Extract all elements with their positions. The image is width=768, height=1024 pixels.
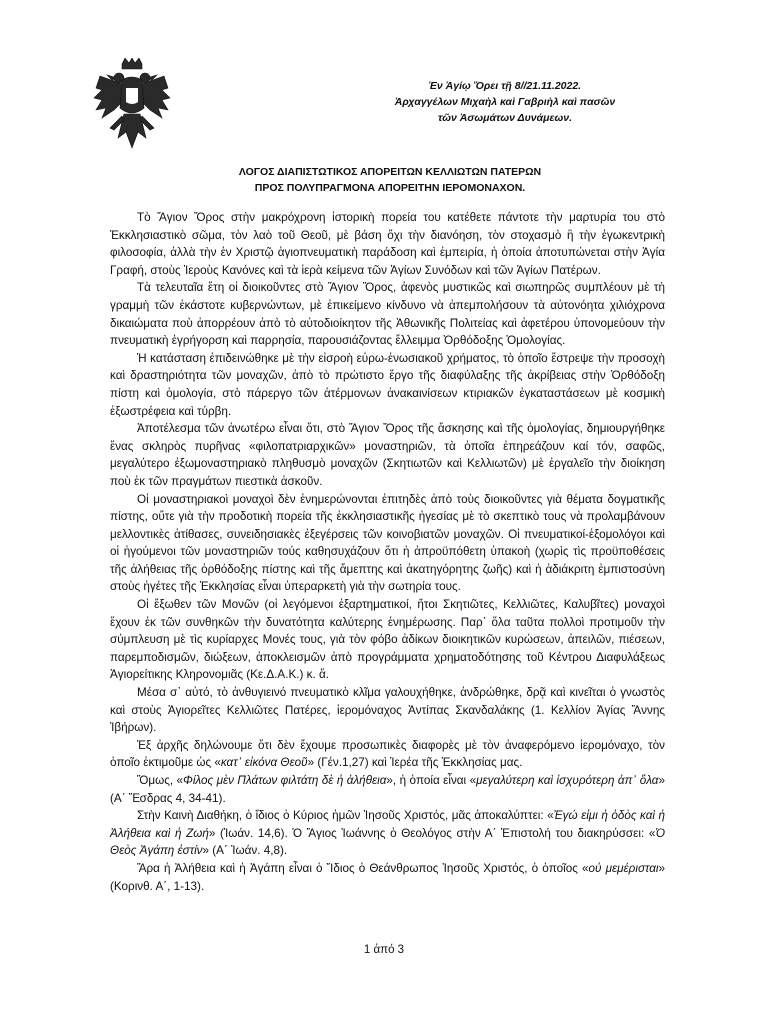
paragraph-8-text-c: » (Γέν.1,27) καὶ Ἱερέα τῆς Ἐκκλησίας μας.	[307, 756, 523, 770]
paragraph-7: Μέσα σ᾽ αὐτό, τὸ ἀνθυγιεινό πνευματικὸ κλῖμα γαλουχήθηκε, ἀνδρώθηκε, δρᾷ καὶ κινεῖται ὁ γνωστὸς καὶ στοὺς Ἁγιορεῖτες Κελλιῶτες Πατέρες, ἱερομόναχος Ἀντίπας Σκανδαλάκης (1. Κελλίον Ἁγίας Ἄννης Ἰβήρων).	[110, 686, 665, 735]
paragraph-11	[110, 860, 665, 895]
document-title	[220, 164, 560, 196]
paragraph-8	[110, 737, 665, 772]
place-date-line-3: τῶν Ἀσωμάτων Δυνάμεων.	[437, 112, 573, 124]
paragraph-4: Ἀποτέλεσμα τῶν ἀνωτέρω εἶναι ὅτι, στὸ Ἅγιον Ὄρος τῆς ἄσκησης καὶ τῆς ὁμολογίας, δημιουργήθηκε ἕνας σκληρὸς πυρῆνας «φιλοπατριαρχικῶν» μοναστηριῶν, τὰ ὁποῖα ἐπηρεάζουν καί τόν, σαφῶς, μεγαλύτερο ἐξωμοναστηριακὸ πληθυσμὸ μοναχῶν (Σκητιωτῶν καὶ Κελλιωτῶν) μὲ ἐργαλεῖο τὴν διοίκηση ποὺ ἐκ τῶν πραγμάτων πιεστικὰ ἀσκοῦν.	[110, 422, 665, 488]
document-body	[110, 209, 665, 895]
place-date-block	[360, 78, 650, 126]
paragraph-1: Τὸ Ἅγιον Ὄρος στὴν μακρόχρονη ἱστορικὴ πορεία του κατέθετε πάντοτε τὴν μαρτυρία του στὸ Ἐκκλησιαστικὸ σῶμα, τὸν λαὸ τοῦ Θεοῦ, μὲ βάση ὄχι τὴν διανόηση, τὸν στοχασμὸ ἢ τὴν ἐγωκεντρικὴ φιλοσοφία, ἀλλὰ τὴν ἐν Χριστῷ ἁγιοπνευματικὴ παράδοση καὶ ἐμπειρία, ἡ ὁποία ἀποτυπώνεται στὴν Ἁγία Γραφή, στοὺς Ἱεροὺς Κανόνες καὶ τὰ ἱερὰ κείμενα τῶν Ἁγίων Συνόδων καὶ τῶν Ἁγίων Πατέρων.	[110, 211, 665, 277]
title-line-2: ΠΡΟΣ ΠΟΛΥΠΡΑΓΜΟΝΑ ΑΠΟΡΕΙΤΗΝ ΙΕΡΟΜΟΝΑΧΟΝ.	[254, 182, 526, 194]
place-date-line-2: Ἀρχαγγέλων Μιχαὴλ καὶ Γαβριὴλ καὶ πασῶν	[394, 96, 616, 108]
paragraph-6: Οἱ ἔξωθεν τῶν Μονῶν (οἱ λεγόμενοι ἐξαρτηματικοί, ἤτοι Σκητιῶτες, Κελλιῶτες, Καλυβῖτες) μοναχοὶ ἔχουν ἐκ τῶν συνθηκῶν τὴν δυνατότητα καλύτερης ἐνημέρωσης. Παρ᾽ ὅλα ταῦτα πολλοὶ προτιμοῦν τὴν σύμπλευση μὲ τὶς κυρίαρχες Μονές τους, γιὰ τὸν φόβο ἀδίκων διοικητικῶν κυρώσεων, ἀπειλῶν, πιέσεων, παρεμποδισμῶν, διώξεων, ἀποκλεισμῶν ἀπὸ προγράμματα χρηματοδότησης τοῦ Κέντρου Διαφυλάξεως Ἁγιορείτικης Κληρονομιᾶς (Κε.Δ.Α.Κ.) κ. ἄ.	[110, 598, 665, 682]
paragraph-11-text-c: » (Κορινθ. Α΄, 1-13).	[110, 861, 666, 893]
paragraph-9	[110, 772, 665, 807]
paragraph-10-text-e: » (Α΄ Ἰωάν. 4,8).	[202, 844, 288, 858]
paragraph-9-text-a: Ὅμως, «	[137, 774, 184, 787]
paragraph-9-quote-2: μεγαλύτερη καὶ ἰσχυρότερη ἀπ᾽ ὅλα	[476, 774, 659, 787]
paragraph-5: Οἱ μοναστηριακοὶ μοναχοὶ δὲν ἐνημερώνονται ἐπιτηδὲς ἀπὸ τοὺς διοικοῦντες γιὰ θέματα δογματικῆς πίστης, οὔτε γιὰ τὴν προδοτικὴ πορεία τῆς ἐκκλησιαστικῆς ἡγεσίας μὲ τὸ σκεπτικὸ τους νὰ προλαμβάνουν μελλοντικὲς ἀτίθασες, συνειδησιακὲς ἐξεγέρσεις τῶν κοινοβιατῶν μοναχῶν. Οἱ πνευματικοί-ἐξομολόγοι καὶ οἱ ἡγούμενοι τῶν μοναστηριῶν τούς καθησυχάζουν ὅτι ἡ ἀπροϋπόθετη ὑπακοὴ (χωρὶς τὶς προϋποθέσεις τῆς ἀλήθειας τῆς ὀρθόδοξης πίστης καὶ τῆς ἄμεπτης καὶ ἀκατηγόρητης ζωῆς) καὶ ἡ ἀδιάκριτη ἐμπιστοσύνη στοὺς ἡγέτες τῆς Ἐκκλησίας εἶναι ὑπεραρκετὴ γιὰ τὴν σωτηρία τους.	[110, 492, 665, 594]
place-date-line-1: Ἐν Ἁγίῳ Ὄρει τῇ 8//21.11.2022.	[428, 80, 582, 92]
paragraph-10-quote-1: Ἐγώ εἰμι ἡ ὁδὸς καὶ ἡ Ἀλήθεια καὶ ἡ Ζωή	[110, 809, 665, 840]
paragraph-8-text-a: Ἐξ ἀρχῆς δηλώνουμε ὅτι δὲν ἔχουμε προσωπικὲς διαφορὲς μὲ τὸν ἀναφερόμενο ἱερομόναχο, τὸν ὁποῖο ἐκτιμοῦμε ὡς «	[110, 738, 665, 770]
paragraph-11-quote: οὐ μεμέρισται	[588, 861, 659, 875]
paragraph-11-text-a: Ἄρα ἡ Ἀλήθεια καὶ ἡ Ἀγάπη εἶναι ὁ Ἴδιος ὁ Θεάνθρωπος Ἰησοῦς Χριστός, ὁ ὁποῖος «	[137, 861, 589, 875]
paragraph-10-text-c: » (Ἰωάν. 14,6). Ὁ Ἅγιος Ἰωάννης ὁ Θεολόγος στὴν Α΄ Ἐπιστολή του διακηρύσσει: «	[208, 826, 656, 840]
paragraph-8-quote: κατ᾽ εἰκόνα Θεοῦ	[220, 756, 308, 770]
paragraph-9-text-c: », ἡ ὁποία εἶναι «	[386, 774, 477, 787]
paragraph-10	[110, 807, 665, 860]
paragraph-10-quote-2: Ὁ Θεὸς Ἀγάπη ἐστίν	[110, 826, 666, 858]
title-line-1: ΛΟΓΟΣ ΔΙΑΠΙΣΤΩΤΙΚΟΣ ΑΠΟΡΕΙΤΩΝ ΚΕΛΛΙΩΤΩΝ ΠΑΤΕΡΩΝ	[238, 166, 542, 178]
double-headed-eagle-emblem-icon	[92, 58, 172, 152]
paragraph-2: Τὰ τελευταῖα ἔτη οἱ διοικοῦντες στὸ Ἅγιον Ὄρος, ἀφενὸς μυστικῶς καὶ σιωπηρῶς συμπλέουν μὲ τὴ γραμμὴ τῶν ἑκάστοτε κυβερνώντων, μὲ ἐπικείμενο κίνδυνο νὰ ἀπεμπολήσουν τὰ αὐτονόητα χιλιόχρονα δικαιώματα ποὺ ἀπορρέουν ἀπὸ τὸ αὐτοδιοίκητον τῆς Ἀθωνικῆς Πολιτείας καὶ ἀφετέρου ὑπονομεύουν τὴν πνευματικὴ ἐγρήγορση καὶ παρρησία, παρουσιάζοντας ἔλλειμμα Ὀρθόδοξης Ὁμολογίας.	[110, 281, 665, 348]
paragraph-3: Ἡ κατάσταση ἐπιδεινώθηκε μὲ τὴν εἰσροὴ εὐρω-ἐνωσιακοῦ χρήματος, τὸ ὁποῖο ἔστρεψε τὴν προσοχὴ καὶ δραστηριότητα τῶν μοναχῶν, ἀπὸ τὸ πρώτιστο ἔργο τῆς διαφύλαξης τῆς ἀκρίβειας στὴν Ὀρθόδοξη πίστη καὶ ὁμολογία, στὸ πάρεργο τῶν ἀτέρμονων ἀνακαινίσεων κτιριακῶν ἐγκαταστάσεων μὲ κοσμικὴ ἐξωστρέφεια καὶ τύρβη.	[110, 351, 665, 418]
paragraph-9-quote-1: Φίλος μὲν Πλάτων φιλτάτη δὲ ἡ ἀλήθεια	[183, 774, 387, 787]
page-number: 1 ἀπό 3	[363, 944, 405, 956]
paragraph-9-text-e: » (Α΄ Ἔσδρας 4, 34-41).	[110, 774, 665, 805]
paragraph-10-text-a: Στὴν Καινὴ Διαθήκη, ὁ ἴδιος ὁ Κύριος ἡμῶν Ἰησοῦς Χριστός, μᾶς ἀποκαλύπτει: «	[137, 809, 554, 823]
